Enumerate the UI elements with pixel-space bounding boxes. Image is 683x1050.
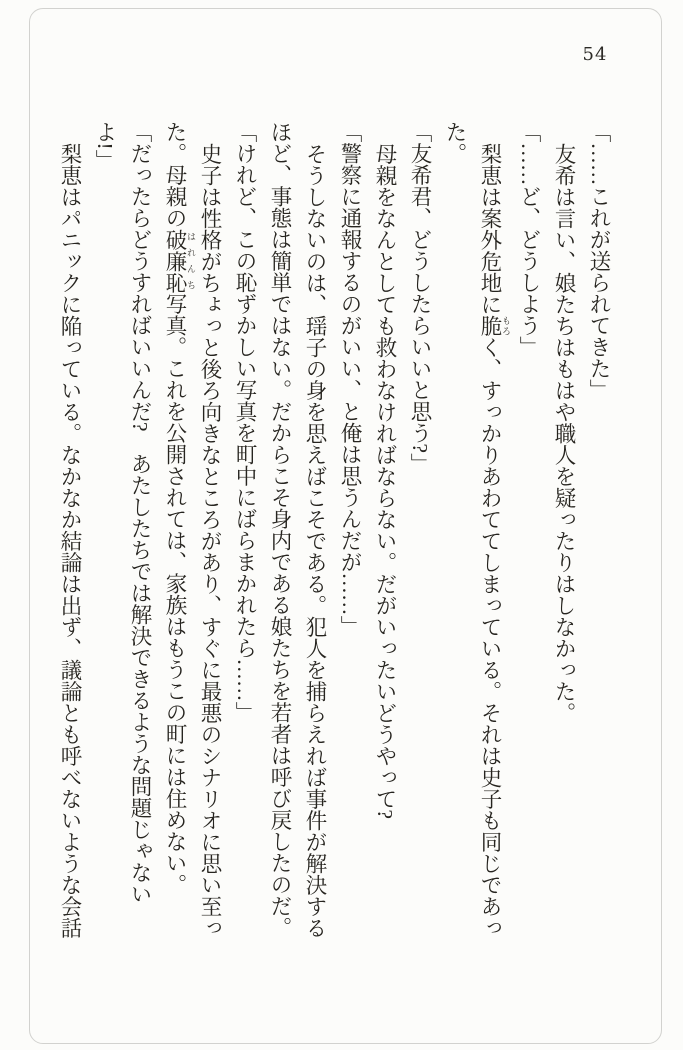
furigana-ruby: 破廉恥 はれんち [163, 228, 196, 293]
paragraph: 梨恵はパニックに陥っている。なかなか結論は出ず、議論とも呼べないような会話 [58, 142, 82, 938]
paragraph: 「……ど、どうしよう」 [517, 121, 541, 358]
paragraph: 「友希君、どうしたらいいと思う?」 [408, 121, 432, 475]
paragraph: 梨恵は案外危地に脆 もろく、すっかりあわててしまっている。それは史子も同じであった。 [443, 121, 511, 938]
paragraph: 史子は性格がちょっと後ろ向きなところがあり、すぐに最悪のシナリオに思い至った。母親の破廉恥 はれんち写真。これを公開されては、家族はもうこの町には住めない。 [163, 121, 222, 938]
paragraph: 「警察に通報するのがいい、と俺は思うんだが……」 [338, 121, 362, 637]
paragraph: 「だったらどうすればいいんだ? あたしたちでは解決できるような問題じゃないよ!」 [93, 121, 152, 905]
vertical-text-block [55, 121, 616, 941]
paragraph: 「けれど、この恥ずかしい写真を町中にばらまかれたら……」 [233, 121, 257, 723]
furigana-ruby: 脆 もろ [478, 314, 511, 336]
page-number: 54 [582, 44, 608, 65]
paragraph: 友希は言い、娘たちはもはや職人を疑ったりはしなかった。 [552, 142, 576, 723]
paragraph: 母親をなんとしても救わなければならない。だがいったいどうやって? [373, 142, 397, 819]
paragraph: そうしないのは、瑶子の身を思えばこそである。犯人を捕らえれば事件が解決するほど、事態は簡単ではない。だからこそ身内である娘たちを若者は呼び戻したのだ。 [268, 121, 327, 938]
paragraph: 「……これが送られてきた」 [587, 121, 611, 401]
